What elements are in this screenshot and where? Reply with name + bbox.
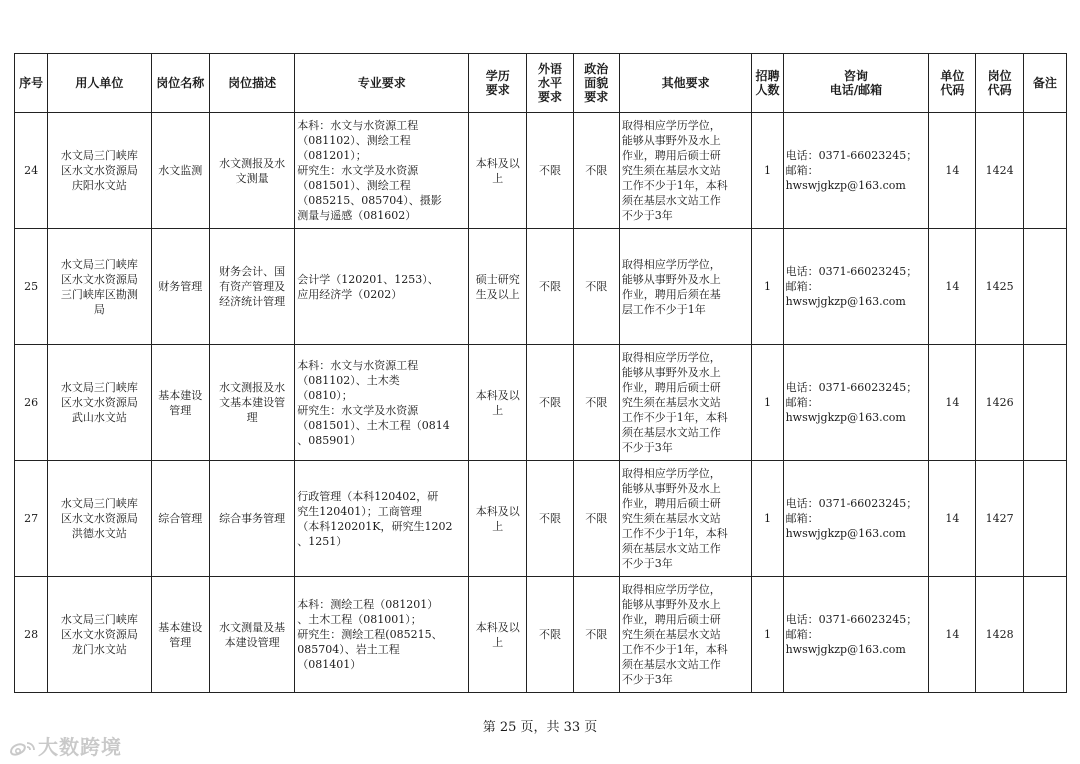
cell-edu-line: 上 — [492, 403, 504, 417]
cell-unit-line: 三门峡库区勘测 — [60, 287, 138, 301]
cell-note — [1023, 345, 1066, 461]
cell-contact-line: 电话：0371-66023245； — [785, 149, 918, 162]
header-note — [1023, 54, 1066, 113]
cell-postcode: 1424 — [976, 113, 1023, 229]
cell-major-line: 、土木工程（081001）； — [297, 613, 422, 626]
cell-contact — [783, 113, 929, 229]
cell-post-line: 财务管理 — [158, 280, 203, 293]
cell-contact-line: 邮箱： — [785, 628, 819, 641]
header-post-line: 岗位名称 — [156, 76, 205, 90]
cell-other-line: 须在基层水文站工作 — [621, 658, 721, 671]
cell-major-line: 085704）、岩土工程 — [297, 643, 400, 656]
cell-num: 1 — [752, 345, 783, 461]
cell-major-line: （081201）； — [297, 149, 367, 162]
cell-other-line: 取得相应学历学位， — [621, 119, 721, 132]
cell-other — [619, 113, 752, 229]
cell-other-line: 不少于3年 — [621, 557, 673, 570]
header-desc-line: 岗位描述 — [228, 76, 277, 90]
cell-unit-line: 水文局三门峡库 — [60, 613, 138, 626]
cell-unit-line: 龙门水文站 — [71, 643, 127, 656]
cell-seq: 26 — [15, 345, 48, 461]
cell-pol: 不限 — [573, 345, 619, 461]
cell-major — [295, 345, 469, 461]
cell-desc — [209, 229, 294, 345]
cell-other — [619, 345, 752, 461]
cell-contact — [783, 345, 929, 461]
header-post — [151, 54, 209, 113]
cell-post-line: 综合管理 — [158, 512, 203, 525]
cell-desc-line: 文基本建设管 — [219, 396, 286, 409]
cell-unit-line: 水文局三门峡库 — [60, 257, 138, 271]
table-row — [15, 461, 1067, 577]
cell-contact-line: hwswjgkzp@163.com — [785, 527, 906, 540]
table-header-row — [15, 54, 1067, 113]
header-postcode-line: 岗位 — [987, 69, 1012, 83]
cell-edu — [469, 113, 527, 229]
cell-unit-line: 区水文水资源局 — [60, 272, 138, 286]
cell-other-line: 层工作不少于1年 — [621, 302, 706, 316]
cell-other — [619, 577, 752, 693]
cell-seq: 28 — [15, 577, 48, 693]
cell-other-line: 须在基层水文站工作 — [621, 542, 721, 555]
cell-other-line: 究生须在基层水文站 — [621, 396, 721, 409]
header-pol-line: 政治 — [584, 62, 609, 76]
cell-seq: 25 — [15, 229, 48, 345]
header-num — [752, 54, 783, 113]
cell-edu-line: 硕士研究 — [475, 272, 520, 286]
cell-edu — [469, 229, 527, 345]
cell-other-line: 作业，聘用后须在基 — [621, 287, 721, 301]
cell-major-line: 研究生：水文学及水资源 — [297, 403, 419, 417]
cell-edu-line: 上 — [492, 171, 504, 185]
cell-major-line: 本科：水文与水资源工程 — [297, 119, 419, 132]
cell-edu — [469, 461, 527, 577]
cell-unitcode: 14 — [929, 229, 976, 345]
cell-major-line: 究生120401）；工商管理 — [297, 504, 422, 518]
cell-edu-line: 本科及以 — [475, 504, 520, 518]
cell-post — [151, 461, 209, 577]
header-contact — [783, 54, 929, 113]
cell-unitcode: 14 — [929, 345, 976, 461]
cell-desc-line: 理 — [246, 411, 258, 424]
cell-edu-line: 本科及以 — [475, 388, 520, 402]
recruitment-table — [14, 53, 1067, 693]
cell-contact-line: 邮箱： — [785, 280, 819, 293]
header-unitcode-line: 代码 — [940, 83, 965, 97]
cell-edu-line: 生及以上 — [475, 287, 520, 301]
cell-note — [1023, 229, 1066, 345]
cell-major — [295, 113, 469, 229]
cell-post-line: 水文监测 — [158, 164, 203, 177]
cell-unitcode: 14 — [929, 577, 976, 693]
cell-contact-line: 电话：0371-66023245； — [785, 265, 918, 278]
cell-postcode: 1428 — [976, 577, 1023, 693]
cell-major-line: 研究生：水文学及水资源 — [297, 164, 419, 177]
cell-unit-line: 武山水文站 — [71, 411, 127, 424]
header-unitcode-line: 单位 — [940, 69, 965, 83]
cell-pol: 不限 — [573, 461, 619, 577]
table-row — [15, 577, 1067, 693]
cell-contact-line: hwswjgkzp@163.com — [785, 295, 906, 308]
cell-lang: 不限 — [527, 345, 573, 461]
header-num-line: 招聘 — [755, 69, 780, 83]
cell-unit-line: 区水文水资源局 — [60, 164, 138, 177]
cell-edu-line: 本科及以 — [475, 156, 520, 170]
cell-desc-line: 水文测报及水 — [219, 381, 286, 394]
cell-desc-line: 财务会计、国 — [219, 265, 286, 278]
cell-pol: 不限 — [573, 229, 619, 345]
header-desc — [209, 54, 294, 113]
cell-seq: 27 — [15, 461, 48, 577]
table-body — [15, 113, 1067, 693]
cell-major — [295, 229, 469, 345]
cell-major-line: 研究生：测绘工程(085215、 — [297, 628, 443, 641]
cell-contact-line: 邮箱： — [785, 396, 819, 409]
header-seq-line: 序号 — [19, 76, 44, 90]
cell-other — [619, 461, 752, 577]
cell-unit — [48, 577, 151, 693]
cell-lang: 不限 — [527, 461, 573, 577]
cell-other-line: 工作不少于1年，本科 — [621, 643, 728, 656]
cell-desc — [209, 461, 294, 577]
cell-unit-line: 区水文水资源局 — [60, 628, 138, 641]
header-contact-line: 电话/邮箱 — [829, 83, 883, 97]
cell-major — [295, 577, 469, 693]
cell-other-line: 不少于3年 — [621, 441, 673, 454]
cell-other-line: 须在基层水文站工作 — [621, 194, 721, 207]
watermark — [8, 731, 122, 760]
cell-note — [1023, 113, 1066, 229]
cell-desc — [209, 577, 294, 693]
header-postcode — [976, 54, 1023, 113]
cell-pol: 不限 — [573, 577, 619, 693]
cell-unit-line: 洪德水文站 — [71, 527, 127, 540]
page-footer: 第 25 页，共 33 页 — [482, 720, 598, 735]
cell-major-line: （081501）、土木工程（0814 — [297, 418, 450, 432]
cell-desc-line: 水文测量及基 — [219, 620, 286, 634]
cell-major-line: 、085901） — [297, 433, 362, 447]
cell-edu — [469, 577, 527, 693]
cell-major-line: （081102）、土木类 — [297, 373, 400, 387]
cell-other-line: 工作不少于1年，本科 — [621, 179, 728, 192]
cell-num: 1 — [752, 577, 783, 693]
cell-post-line: 基本建设 — [158, 620, 203, 634]
cell-major-line: 本科：水文与水资源工程 — [297, 358, 419, 372]
cell-other-line: 取得相应学历学位， — [621, 351, 721, 364]
cell-post — [151, 113, 209, 229]
cell-note — [1023, 577, 1066, 693]
table-row — [15, 345, 1067, 461]
cell-lang: 不限 — [527, 113, 573, 229]
header-major — [295, 54, 469, 113]
cell-other-line: 须在基层水文站工作 — [621, 426, 721, 439]
cell-seq: 24 — [15, 113, 48, 229]
cell-unit-line: 区水文水资源局 — [60, 512, 138, 525]
header-lang-line: 外语 — [537, 62, 562, 76]
cell-desc — [209, 345, 294, 461]
cell-other-line: 能够从事野外及水上 — [621, 366, 721, 379]
cell-post-line: 管理 — [169, 403, 192, 417]
header-major-line: 专业要求 — [357, 76, 406, 90]
cell-other-line: 作业，聘用后硕士研 — [621, 613, 721, 626]
cell-post — [151, 577, 209, 693]
cell-post-line: 管理 — [169, 635, 192, 649]
cell-other-line: 取得相应学历学位， — [621, 583, 721, 596]
watermark-text: 大数跨境 — [38, 735, 122, 759]
cell-postcode: 1427 — [976, 461, 1023, 577]
cell-other-line: 作业，聘用后硕士研 — [621, 381, 721, 394]
header-unitcode — [929, 54, 976, 113]
cell-num: 1 — [752, 229, 783, 345]
cell-unit — [48, 113, 151, 229]
cell-other-line: 能够从事野外及水上 — [621, 134, 721, 147]
cell-pol: 不限 — [573, 113, 619, 229]
cell-desc-line: 本建设管理 — [224, 635, 280, 649]
header-postcode-line: 代码 — [987, 83, 1012, 97]
header-edu — [469, 54, 527, 113]
cell-other-line: 作业，聘用后硕士研 — [621, 149, 721, 162]
cell-unit-line: 水文局三门峡库 — [60, 497, 138, 510]
header-note-line: 备注 — [1032, 76, 1057, 90]
cell-other-line: 不少于3年 — [621, 673, 673, 686]
cell-contact-line: 邮箱： — [785, 512, 819, 525]
cell-major-line: 会计学（120201、1253）、 — [297, 272, 439, 286]
cell-desc — [209, 113, 294, 229]
header-pol-line: 面貌 — [584, 76, 609, 90]
header-other-line: 其他要求 — [661, 76, 710, 90]
cell-contact-line: 电话：0371-66023245； — [785, 381, 918, 394]
cell-other-line: 究生须在基层水文站 — [621, 628, 721, 641]
cell-unit — [48, 345, 151, 461]
cell-major-line: （0810）； — [297, 388, 353, 402]
header-lang-line: 要求 — [537, 90, 562, 104]
header-num-line: 人数 — [755, 83, 780, 97]
cell-contact-line: 电话：0371-66023245； — [785, 497, 918, 510]
cell-unit-line: 庆阳水文站 — [71, 179, 127, 192]
cell-major-line: 测量与遥感（081602） — [297, 209, 417, 222]
cell-contact — [783, 229, 929, 345]
cell-contact — [783, 577, 929, 693]
cell-major-line: （081102）、测绘工程 — [297, 134, 411, 147]
cell-major-line: （085215、085704）、摄影 — [297, 194, 442, 207]
header-lang-line: 水平 — [537, 76, 562, 90]
cell-other-line: 究生须在基层水文站 — [621, 512, 721, 525]
cell-post — [151, 229, 209, 345]
cell-post-line: 基本建设 — [158, 388, 203, 402]
cell-edu-line: 上 — [492, 519, 504, 533]
cell-contact-line: 电话：0371-66023245； — [785, 613, 918, 626]
cell-unitcode: 14 — [929, 461, 976, 577]
cell-contact — [783, 461, 929, 577]
cell-note — [1023, 461, 1066, 577]
cell-unit-line: 水文局三门峡库 — [60, 381, 138, 394]
cell-major-line: 本科：测绘工程（081201） — [297, 598, 439, 611]
cell-postcode: 1426 — [976, 345, 1023, 461]
table-row — [15, 113, 1067, 229]
cell-major-line: 应用经济学（0202） — [297, 287, 403, 301]
cell-major — [295, 461, 469, 577]
cell-edu-line: 本科及以 — [475, 620, 520, 634]
cell-desc-line: 水文测报及水 — [219, 156, 286, 170]
cell-unit — [48, 461, 151, 577]
cell-num: 1 — [752, 461, 783, 577]
cell-unit-line: 区水文水资源局 — [60, 396, 138, 409]
weibo-logo-icon — [8, 740, 38, 758]
cell-edu-line: 上 — [492, 635, 504, 649]
cell-edu — [469, 345, 527, 461]
cell-contact-line: hwswjgkzp@163.com — [785, 411, 906, 424]
table-row — [15, 229, 1067, 345]
cell-post — [151, 345, 209, 461]
cell-major-line: （081401） — [297, 658, 362, 671]
header-seq — [15, 54, 48, 113]
cell-other-line: 能够从事野外及水上 — [621, 598, 721, 611]
cell-other-line: 工作不少于1年，本科 — [621, 527, 728, 540]
header-pol — [573, 54, 619, 113]
cell-desc-line: 有资产管理及 — [219, 280, 286, 293]
cell-desc-line: 经济统计管理 — [219, 295, 286, 308]
cell-desc-line: 文测量 — [235, 171, 269, 185]
cell-lang: 不限 — [527, 229, 573, 345]
cell-other-line: 能够从事野外及水上 — [621, 482, 721, 495]
cell-other-line: 究生须在基层水文站 — [621, 164, 721, 177]
cell-major-line: 行政管理（本科120402，研 — [297, 489, 439, 503]
cell-contact-line: hwswjgkzp@163.com — [785, 179, 906, 192]
cell-other-line: 能够从事野外及水上 — [621, 272, 721, 286]
cell-other-line: 工作不少于1年，本科 — [621, 411, 728, 424]
cell-other-line: 取得相应学历学位， — [621, 467, 721, 480]
cell-other-line: 作业，聘用后硕士研 — [621, 497, 721, 510]
cell-unitcode: 14 — [929, 113, 976, 229]
header-unit — [48, 54, 151, 113]
header-unit-line: 用人单位 — [75, 76, 124, 90]
cell-other-line: 不少于3年 — [621, 209, 673, 222]
cell-major-line: 、1251） — [297, 534, 348, 548]
header-contact-line: 咨询 — [843, 69, 868, 83]
cell-major-line: （本科120201K，研究生1202 — [297, 519, 453, 533]
header-edu-line: 要求 — [485, 83, 510, 97]
header-edu-line: 学历 — [485, 69, 510, 83]
cell-contact-line: hwswjgkzp@163.com — [785, 643, 906, 656]
cell-postcode: 1425 — [976, 229, 1023, 345]
cell-unit-line: 水文局三门峡库 — [60, 149, 138, 162]
cell-desc-line: 综合事务管理 — [219, 512, 286, 525]
cell-other-line: 取得相应学历学位， — [621, 257, 721, 271]
header-pol-line: 要求 — [584, 90, 609, 104]
cell-contact-line: 邮箱： — [785, 164, 819, 177]
cell-other — [619, 229, 752, 345]
header-other — [619, 54, 752, 113]
header-lang — [527, 54, 573, 113]
cell-num: 1 — [752, 113, 783, 229]
cell-unit-line: 局 — [93, 302, 105, 316]
cell-major-line: （081501）、测绘工程 — [297, 179, 411, 192]
cell-lang: 不限 — [527, 577, 573, 693]
cell-unit — [48, 229, 151, 345]
